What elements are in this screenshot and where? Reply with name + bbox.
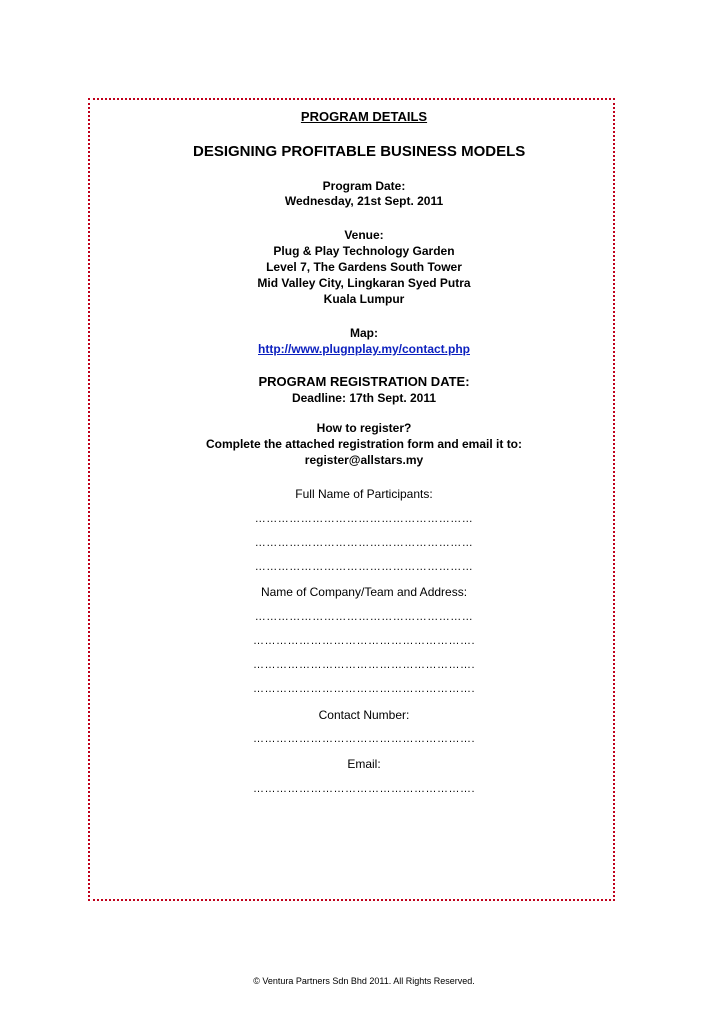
section-title: PROGRAM DETAILS — [300, 109, 428, 124]
participants-label: Full Name of Participants: — [295, 487, 433, 501]
map-link[interactable]: http://www.plugnplay.my/contact.php — [258, 342, 470, 356]
venue-line: Plug & Play Technology Garden — [273, 244, 455, 258]
participant-name-field[interactable]: ………………………………………………… — [254, 537, 474, 549]
register-email: register@allstars.my — [304, 453, 424, 467]
venue-line: Mid Valley City, Lingkaran Syed Putra — [257, 276, 471, 290]
email-label: Email: — [347, 757, 381, 771]
how-to-register-label: How to register? — [316, 421, 412, 435]
venue-line: Kuala Lumpur — [323, 292, 405, 306]
how-to-register-text: Complete the attached registration form and email it to: — [205, 437, 523, 451]
company-address-field[interactable]: …………………………………………………. — [252, 635, 476, 647]
contact-number-field[interactable]: …………………………………………………. — [252, 733, 476, 745]
company-address-field[interactable]: …………………………………………………. — [252, 659, 476, 671]
registration-deadline: Deadline: 17th Sept. 2011 — [291, 391, 437, 405]
company-label: Name of Company/Team and Address: — [260, 585, 468, 599]
venue-label: Venue: — [344, 228, 384, 242]
venue-line: Level 7, The Gardens South Tower — [266, 260, 462, 274]
contact-label: Contact Number: — [318, 708, 410, 722]
map-link-row — [0, 342, 728, 357]
company-address-field[interactable]: …………………………………………………. — [252, 683, 476, 695]
email-field[interactable]: …………………………………………………. — [252, 783, 476, 795]
program-date-value: Wednesday, 21st Sept. 2011 — [284, 194, 444, 208]
footer-copyright: © Ventura Partners Sdn Bhd 2011. All Rights Reserved. — [253, 976, 475, 986]
program-date-label: Program Date: — [322, 179, 406, 193]
map-label: Map: — [350, 326, 378, 340]
company-address-field[interactable]: ………………………………………………… — [254, 611, 474, 623]
registration-heading: PROGRAM REGISTRATION DATE: — [258, 374, 470, 389]
program-name: DESIGNING PROFITABLE BUSINESS MODELS — [193, 143, 526, 160]
participant-name-field[interactable]: ………………………………………………… — [254, 513, 474, 525]
participant-name-field[interactable]: ………………………………………………… — [254, 561, 474, 573]
